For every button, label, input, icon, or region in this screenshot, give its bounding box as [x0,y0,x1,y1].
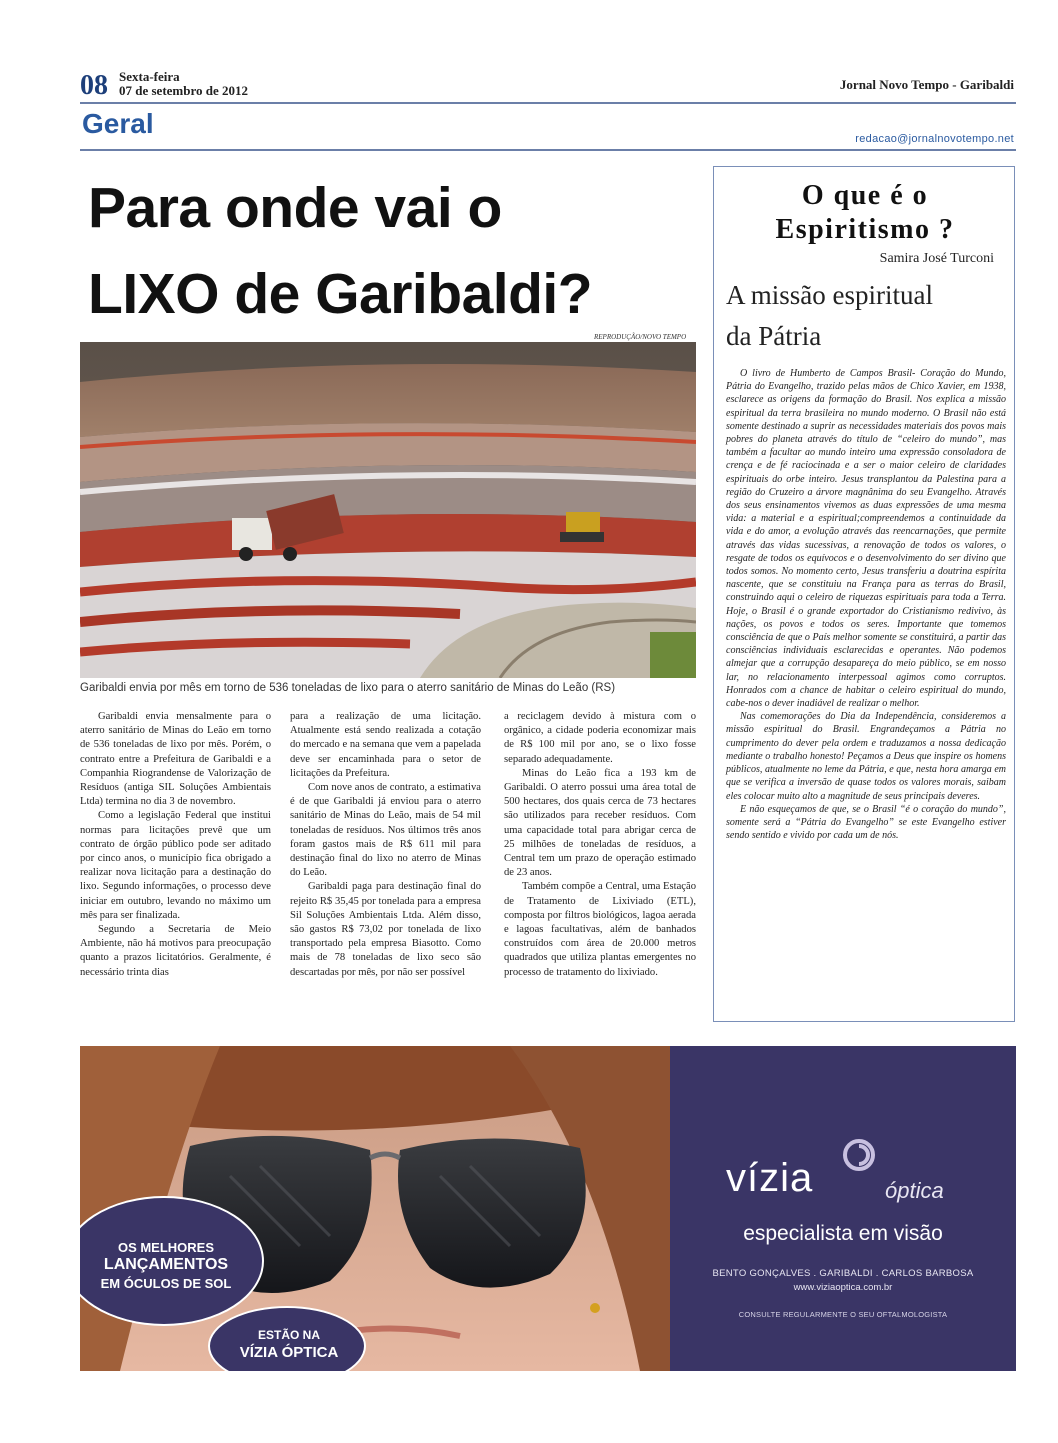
ad-website[interactable]: www.viziaoptica.com.br [793,1282,893,1293]
newspaper-name: Jornal Novo Tempo - Garibaldi [839,77,1014,92]
page-number: 08 [80,70,108,101]
headline-line-1: Para onde vai o [88,176,502,240]
paragraph: O livro de Humberto de Campos Brasil- Coração do Mundo, Pátria do Evangelho, trazido pelas mãos de Chico Xavier, em 1938, esclarece as origens da formação do Brasil. Nos explica a missão espiritual da terra brasileira no mundo moderno. O Brasil não está somente destinado a suprir as necessidades materiais dos povos mais pobres do planeta através do título de “celeiro do mundo”, mas também a facultar ao mundo inteiro uma expressão consoladora de crença e de fé raciocinada e a ser o maior celeiro de claridades espirituais do orbe inteiro. Jesus transplantou da Palestina para a região do Cruzeiro a árvore magnânima do seu Evangelho. Através dos seus ensinamentos vivemos as duas expressões de uma mesma vida: a material e a espiritual;compreendemos a continuidade da vida e do amor, a evolução através das reencarnações, que permite através das vidas sucessivas, a renovação de todos os valores, o resgate de todos os equívocos e o desenvolvimento do ser divino que todos somos. No momento certo, Jesus transferiu a doutrina espírita nascente, que se constituiu na França para as terras do Brasil, construindo aqui o celeiro de riquezas espirituais para toda a Terra. Hoje, o Brasil é o grande exportador do Cristianismo redivivo, às nações, os povos e todos os seres. Importante que tomemos consciência de que o País melhor somente se constituirá, a partir das consciências individuais esclarecidas e operantes. Não podemos almejar que a corrupção desapareça do meio público, se em nosso lar, no relacionamento interpessoal agimos como corruptos. Honrados com a chance de habitar o celeiro espiritual do mundo, cabe-nos o dever inadiável de realizar o melhor. [726,368,1006,710]
article-column-2 [290,710,481,980]
ad-brand-panel [670,1046,1016,1371]
landfill-photo [80,342,696,678]
spiritism-column [713,166,1015,1022]
weekday: Sexta-feira [119,69,180,84]
ad-photo-sunglasses [80,1046,670,1371]
date-block [119,70,248,98]
paragraph: Garibaldi envia mensalmente para o aterro sanitário de Minas do Leão em torno de 536 toneladas de lixo por mês. Porém, o contrato entre a Prefeitura de Garibaldi e a Companhia Riograndense de Valorização de Resíduos (antiga SIL Soluções Ambientais Ltda) termina no dia 3 de novembro. [80,711,271,808]
column-subtitle-line-1: A missão espiritual [726,280,933,310]
paragraph: para a realização de uma licitação. Atualmente está sendo realizada a cotação do mercado e na semana que vem a papelada deve ser encaminhada para o setor de licitações da Prefeitura. [290,711,481,779]
ad-cities: BENTO GONÇALVES . GARIBALDI . CARLOS BARBOSA [712,1268,974,1279]
paragraph: E não esqueçamos de que, se o Brasil “é o coração do mundo”, somente será a “Pátria do Evangelho” se este Evangelho estiver sendo sentido e vivido por cada um de nós. [726,803,1006,842]
section-rule [80,149,1016,151]
issue-date: 07 de setembro de 2012 [119,83,249,98]
promo-line: EM ÓCULOS DE SOL [100,1276,232,1291]
photo-caption: Garibaldi envia por mês em torno de 536 toneladas de lixo para o aterro sanitário de Minas do Leão (RS) [80,682,616,694]
brand-subtitle: óptica [885,1178,944,1203]
promo-line: VÍZIA ÓPTICA [239,1344,339,1361]
paragraph: Com nove anos de contrato, a estimativa é de que Garibaldi já enviou para o aterro sanitário de Minas do Leão, mais de 54 mil toneladas de resíduos. Nos últimos três anos foram gastos mais de R$ 611 mil para destinação final do lixo no aterro de Minas do Leão. [290,782,481,879]
paragraph: Como a legislação Federal que institui normas para licitações prevê que um contrato de órgão público pode ser aditado por cinco anos, o município fica obrigado a realizar nova licitação para a destinação do lixo. Segundo informações, o processo deve iniciar em outubro, levando no máximo um mês para ser finalizada. [80,810,271,921]
paragraph: Garibaldi paga para destinação final do rejeito R$ 35,45 por tonelada para a empresa Sil Soluções Ambientais Ltda. Além disso, são gastos R$ 73,02 por tonelada de lixo transportado pela empresa Biasotto. Como mais de 78 toneladas de lixo seco são descartadas por mês, por não ser possível [290,881,481,978]
column-title-line-1: O que é o [801,180,929,211]
column-title-line-2: Espiritismo ? [775,214,955,245]
promo-line: ESTÃO NA [257,1328,320,1342]
brand-logo-icon [842,1138,876,1172]
article-column-1 [80,710,271,980]
header-rule [80,102,1016,104]
ad-tagline: especialista em visão [743,1222,943,1245]
promo-line: OS MELHORES [117,1240,215,1255]
photo-credit: REPRODUÇÃO/NOVO TEMPO [594,333,687,341]
column-subtitle-line-2: da Pátria [726,321,822,351]
ad-notice: CONSULTE REGULARMENTE O SEU OFTALMOLOGISTA [738,1310,948,1319]
article-column-3 [504,710,696,980]
brand-name: vízia [726,1156,814,1200]
paragraph: Minas do Leão fica a 193 km de Garibaldi. O aterro possui uma área total de 500 hectares, dos quais cerca de 73 hectares são utilizados para receber resíduos. Com uma capacidade total para abrigar cerca de 25 milhões de toneladas de resíduos, a Central tem um prazo de operação estimado de 23 anos. [504,767,696,879]
column-author: Samira José Turconi [879,251,994,266]
headline-line-2: LIXO de Garibaldi? [88,262,593,326]
section-title: Geral [82,108,154,139]
paragraph: Segundo a Secretaria de Meio Ambiente, não há motivos para preocupação quanto a prazos licitatórios. Geralmente, é necessário trinta dias [80,924,271,978]
headline [88,165,698,337]
promo-line: LANÇAMENTOS [103,1256,229,1273]
paragraph: Também compõe a Central, uma Estação de Tratamento de Lixiviado (ETL), composta por filtros biológicos, lagoa aerada e lagoas facultativas, além de banhados construídos com área de 20.000 metros quadrados que utiliza plantas emergentes no processo de tratamento do lixiviado. [504,881,696,978]
column-subtitle [726,275,1006,357]
paragraph: a reciclagem devido à mistura com o orgânico, a cidade poderia economizar mais de R$ 100 mil por ano, se o lixo fosse separado adequadamente. [504,711,696,765]
paragraph: Nas comemorações do Dia da Independência, consideremos a missão espiritual do Brasil. Engrandeçamos a Pátria no cumprimento do dever pela ordem e traduzamos a nossa dedicação mediante o trabalho honesto! Peçamos a Deus que inspire os homens públicos, atualmente no leme da Pátria, e que, nesta hora amarga em que se verifica a inversão de quase todos os valores morais, saibam eles colocar muito alto a magnitude de seus principais deveres. [726,711,1006,802]
vizia-advertisement[interactable] [80,1046,1016,1371]
column-body [726,367,1006,842]
contact-email[interactable]: redacao@jornalnovotempo.net [855,133,1014,145]
column-title [714,179,1016,247]
